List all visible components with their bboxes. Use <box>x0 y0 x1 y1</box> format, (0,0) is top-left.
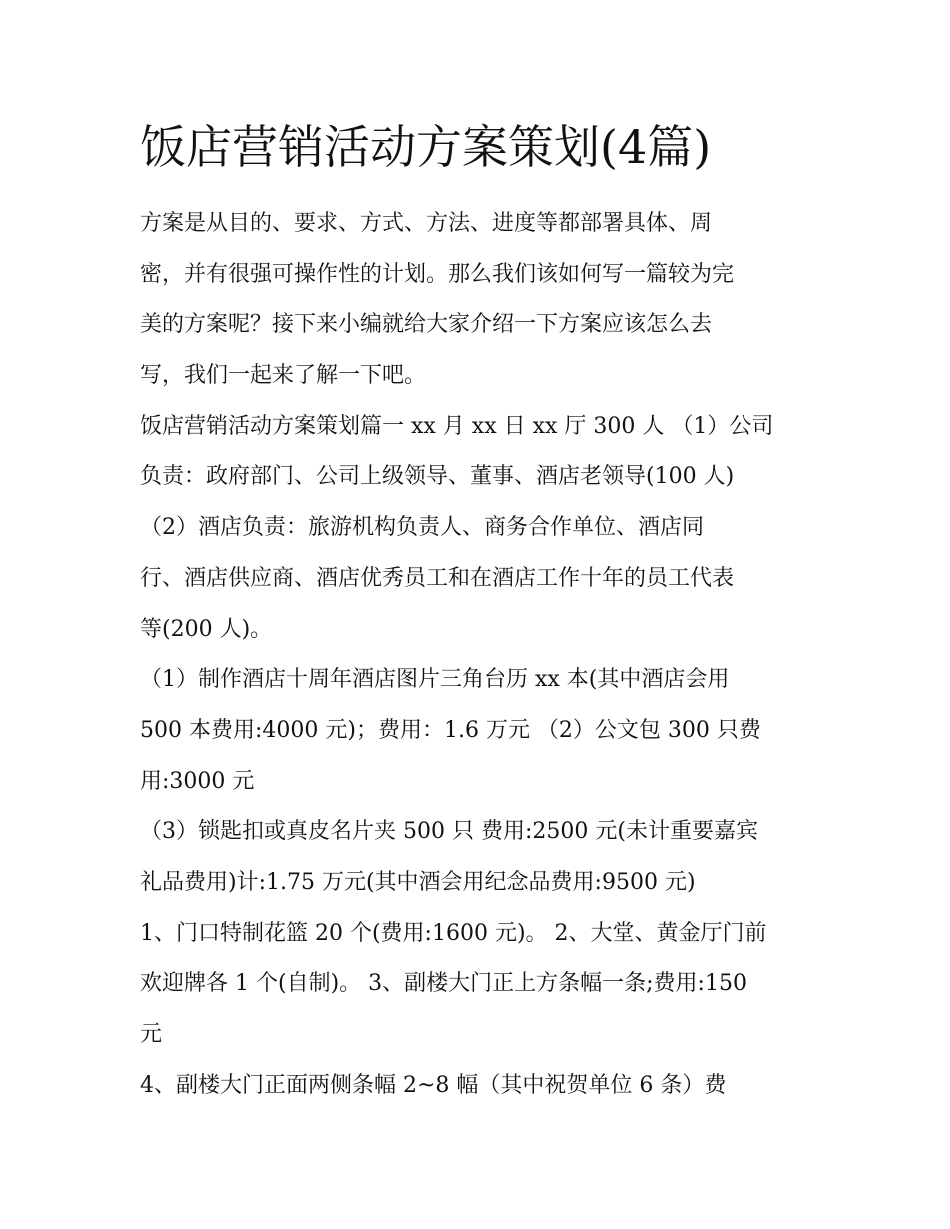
body-line: 等(200 人)。 <box>140 616 273 642</box>
body-line: （1）制作酒店十周年酒店图片三角台历 xx 本(其中酒店会用 <box>140 667 730 693</box>
document-title: 饭店营销活动方案策划(4篇) <box>140 120 712 174</box>
body-line: 1、门口特制花篮 20 个(费用:1600 元)。 2、大堂、黄金厅门前 <box>140 920 767 946</box>
body-line: 负责：政府部门、公司上级领导、董事、酒店老领导(100 人) <box>140 464 735 490</box>
body-line: 行、酒店供应商、酒店优秀员工和在酒店工作十年的员工代表 <box>140 565 735 591</box>
body-line: 欢迎牌各 1 个(自制)。 3、副楼大门正上方条幅一条;费用:150 <box>140 971 747 997</box>
body-line: 500 本费用:4000 元)；费用：1.6 万元 （2）公文包 300 只费 <box>140 717 761 743</box>
body-line: 方案是从目的、要求、方式、方法、进度等都部署具体、周 <box>140 211 713 236</box>
body-line: 元 <box>140 1022 163 1047</box>
body-line: 礼品费用)计:1.75 万元(其中酒会用纪念品费用:9500 元) <box>140 869 696 895</box>
body-line: 写，我们一起来了解一下吧。 <box>140 363 427 389</box>
body-line: （2）酒店负责：旅游机构负责人、商务合作单位、酒店同 <box>140 515 704 541</box>
body-line: 用:3000 元 <box>140 768 255 794</box>
document-body <box>140 199 830 1111</box>
body-line: 4、副楼大门正面两侧条幅 2~8 幅（其中祝贺单位 6 条）费 <box>140 1072 727 1098</box>
body-line: 密，并有很强可操作性的计划。那么我们该如何写一篇较为完 <box>140 261 735 287</box>
body-line: 美的方案呢？接下来小编就给大家介绍一下方案应该怎么去 <box>140 312 713 338</box>
body-line: （3）锁匙扣或真皮名片夹 500 只 费用:2500 元(未计重要嘉宾 <box>140 819 758 845</box>
body-line: 饭店营销活动方案策划篇一 xx 月 xx 日 xx 厅 300 人 （1）公司 <box>140 413 774 439</box>
